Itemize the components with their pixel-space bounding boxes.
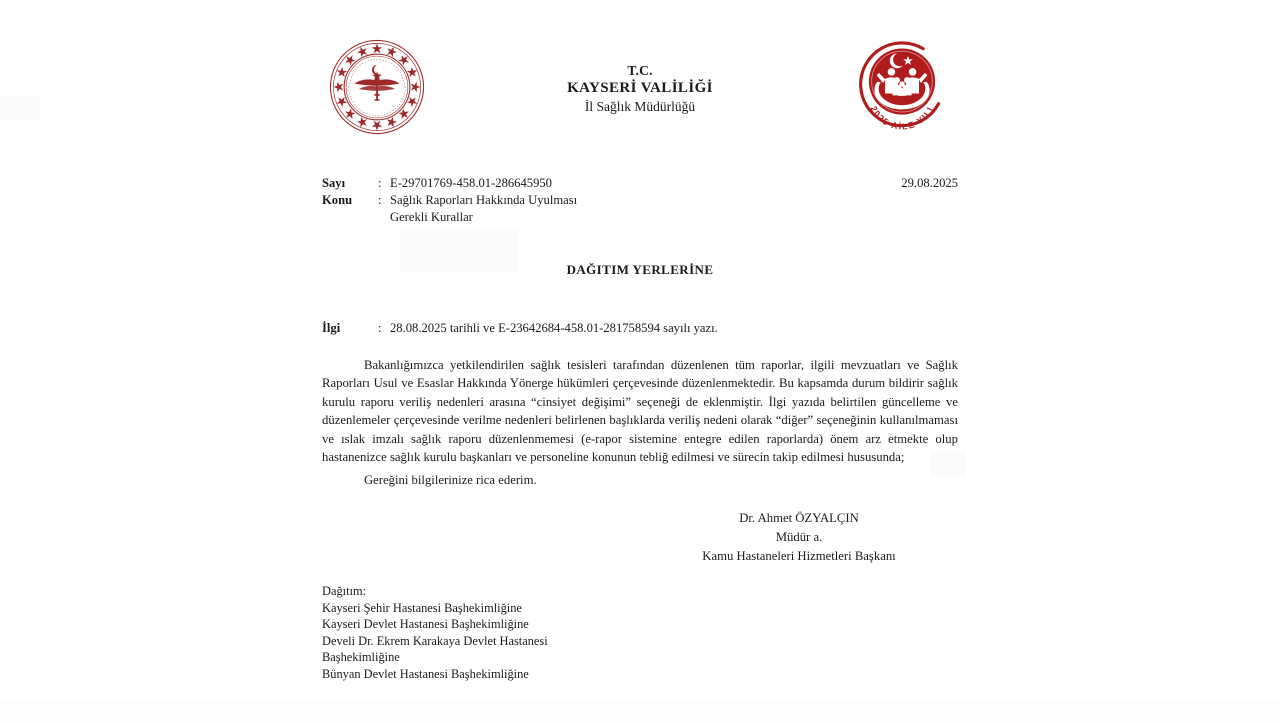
- header-governorship: KAYSERİ VALİLİĞİ: [567, 80, 713, 97]
- header-tc: T.C.: [627, 63, 653, 78]
- header-directorate: İl Sağlık Müdürlüğü: [584, 99, 696, 115]
- sayi-colon: :: [378, 176, 382, 190]
- reference-line: [322, 321, 958, 339]
- family-year-emblem-icon: [856, 38, 948, 138]
- distribution-item: Develi Dr. Ekrem Karakaya Devlet Hastanesi: [322, 633, 548, 648]
- konu-value-line2: Gerekli Kurallar: [390, 210, 473, 224]
- distribution-item: Kayseri Devlet Hastanesi Başhekimliğine: [322, 617, 529, 631]
- konu-value-line1: Sağlık Raporları Hakkında Uyulması: [390, 193, 578, 207]
- distribution-list: [322, 583, 742, 682]
- meta-row-sayi: [322, 175, 958, 192]
- turkish-ministry-of-health-seal-icon: [328, 38, 426, 136]
- emblem-caption: 2025 AİLE YILI: [868, 104, 936, 132]
- signatory-role: Müdür a.: [775, 529, 823, 544]
- ilgi-colon: :: [378, 321, 382, 335]
- distribution-title: Dağıtım:: [322, 584, 367, 598]
- distribution-item: Kayseri Şehir Hastanesi Başhekimliğine: [322, 600, 522, 615]
- meta-row-konu: [322, 192, 958, 226]
- sayi-value: E-29701769-458.01-286645950: [390, 176, 552, 190]
- header-title-block: [500, 62, 780, 116]
- signature-block: [640, 509, 958, 565]
- recipient-heading: DAĞITIM YERLERİNE: [566, 262, 714, 277]
- ilgi-label: İlgi: [322, 321, 341, 335]
- sayi-label: Sayı: [322, 176, 346, 190]
- signatory-name: Dr. Ahmet ÖZYALÇIN: [739, 511, 859, 525]
- body-closing-line: Gereğini bilgilerinize rica ederim.: [364, 473, 537, 487]
- document-date: 29.08.2025: [901, 176, 958, 190]
- ilgi-value: 28.08.2025 tarihli ve E-23642684-458.01-281758594 sayılı yazı.: [390, 321, 718, 335]
- distribution-item: Bünyan Devlet Hastanesi Başhekimliğine: [322, 666, 529, 681]
- signatory-title: Kamu Hastaneleri Hizmetleri Başkanı: [702, 548, 896, 563]
- konu-colon: :: [378, 193, 382, 207]
- document-metadata: [322, 175, 958, 226]
- letterhead: [322, 30, 958, 146]
- konu-label: Konu: [322, 193, 353, 207]
- distribution-item: Başhekimliğine: [322, 650, 400, 664]
- body-paragraph: Bakanlığımızca yetkilendirilen sağlık tesisleri tarafından düzenlenen tüm raporlar, ilgili mevzuatları ve Sağlık Raporları Usul ve Esaslar Hakkında Yönerge hükümleri çerçevesinde düzenlenmektedir. Bu kapsamda durum bildirir sağlık kurulu raporu veriliş nedenleri arasına “cinsiyet değişimi” seçeneği de eklenmiştir. İlgi yazıda belirtilen güncelleme ve düzenlemeler çerçevesinde verilme nedenleri belirlenen başlıklarda veriliş nedeni olarak “diğer” seçeneğinin kullanılmaması ve ıslak imzalı sağlık raporu düzenlenmemesi (e-rapor sistemine entegre edilen raporlarda) önem arz etmekte olup hastanenizce sağlık kurulu başkanları ve personeline konunun tebliğ edilmesi ve sürecin takip edilmesi hususunda;: [322, 358, 958, 465]
